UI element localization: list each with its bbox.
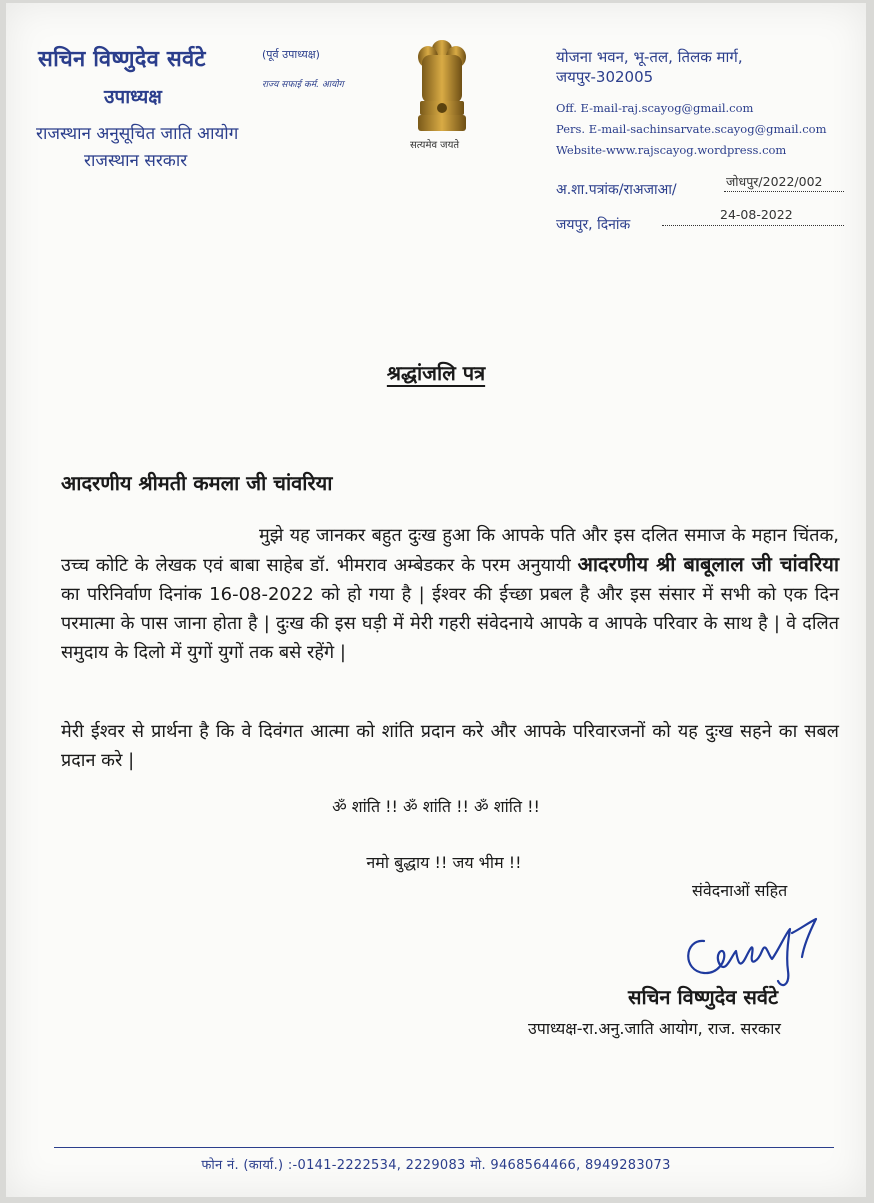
address-line1: योजना भवन, भू-तल, तिलक मार्ग,: [556, 48, 743, 66]
letterhead-designation: उपाध्यक्ष: [104, 86, 162, 108]
emblem-motto: सत्यमेव जयते: [410, 140, 460, 151]
om-shanti: ॐ शांति !! ॐ शांति !! ॐ शांति !!: [332, 797, 540, 816]
signer-name: सचिन विष्णुदेव सर्वटे: [628, 985, 779, 1009]
letter-title: श्रद्धांजलि पत्र: [386, 361, 486, 385]
ref-value: जोधपुर/2022/002: [726, 174, 823, 189]
closing: संवेदनाओं सहित: [692, 881, 788, 900]
website: Website-www.rajscayog.wordpress.com: [556, 143, 787, 157]
former-commission: राज्य सफाई कर्म. आयोग: [262, 80, 344, 90]
paragraph-1: मुझे यह जानकर बहुत दुःख हुआ कि आपके पति और इस दलित समाज के महान चिंतक, उच्च कोटि के लेखक एवं बाबा साहेब डॉ. भीमराव अम्बेडकर के परम अनुयायी आदरणीय श्री बाबूलाल जी चांवरिया का परिनिर्वाण दिनांक 16-08-2022 को हो गया है | ईश्वर की ईच्छा प्रबल है और इस संसार में सभी को एक दिन परमात्मा के पास जाना होता है | दुःख की इस घड़ी में मेरी गहरी संवेदनाये आपके व आपके परिवार के साथ है | वे दलित समुदाय के दिलो में युगों युगों तक बसे रहेंगे |: [61, 525, 839, 663]
salutation: आदरणीय श्रीमती कमला जी चांवरिया: [61, 471, 333, 495]
personal-email: Pers. E-mail-sachinsarvate.scayog@gmail.com: [556, 122, 827, 136]
letterhead-commission: राजस्थान अनुसूचित जाति आयोग: [36, 124, 239, 144]
ref-label: अ.शा.पत्रांक/राअजाआ/: [556, 182, 677, 198]
namo-buddhaya: नमो बुद्धाय !! जय भीम !!: [366, 853, 522, 872]
letterhead-name: सचिन विष्णुदेव सर्वटे: [38, 47, 206, 72]
signature-image: [674, 911, 844, 991]
address-line2: जयपुर-302005: [556, 68, 654, 86]
date-label: जयपुर, दिनांक: [556, 217, 631, 233]
footer-phones: फोन नं. (कार्या.) :-0141-2222534, 2229083 मो. 9468564466, 8949283073: [201, 1158, 671, 1173]
office-email: Off. E-mail-raj.scayog@gmail.com: [556, 101, 754, 115]
former-title: (पूर्व उपाध्यक्ष): [262, 48, 320, 61]
signer-designation: उपाध्यक्ष-रा.अनु.जाति आयोग, राज. सरकार: [528, 1019, 781, 1038]
footer-divider: [54, 1147, 834, 1148]
paragraph-2: मेरी ईश्वर से प्रार्थना है कि वे दिवंगत आत्मा को शांति प्रदान करे और आपके परिवारजनों को यह दुःख सहने का सबल प्रदान करे |: [61, 721, 839, 771]
deceased-name: आदरणीय श्री बाबूलाल जी चांवरिया: [577, 552, 839, 576]
letter-page: [6, 3, 866, 1197]
date-value: 24-08-2022: [720, 207, 793, 222]
date-dotted-line: [662, 225, 844, 226]
letterhead-government: राजस्थान सरकार: [84, 151, 188, 171]
ref-dotted-line: [724, 191, 844, 192]
